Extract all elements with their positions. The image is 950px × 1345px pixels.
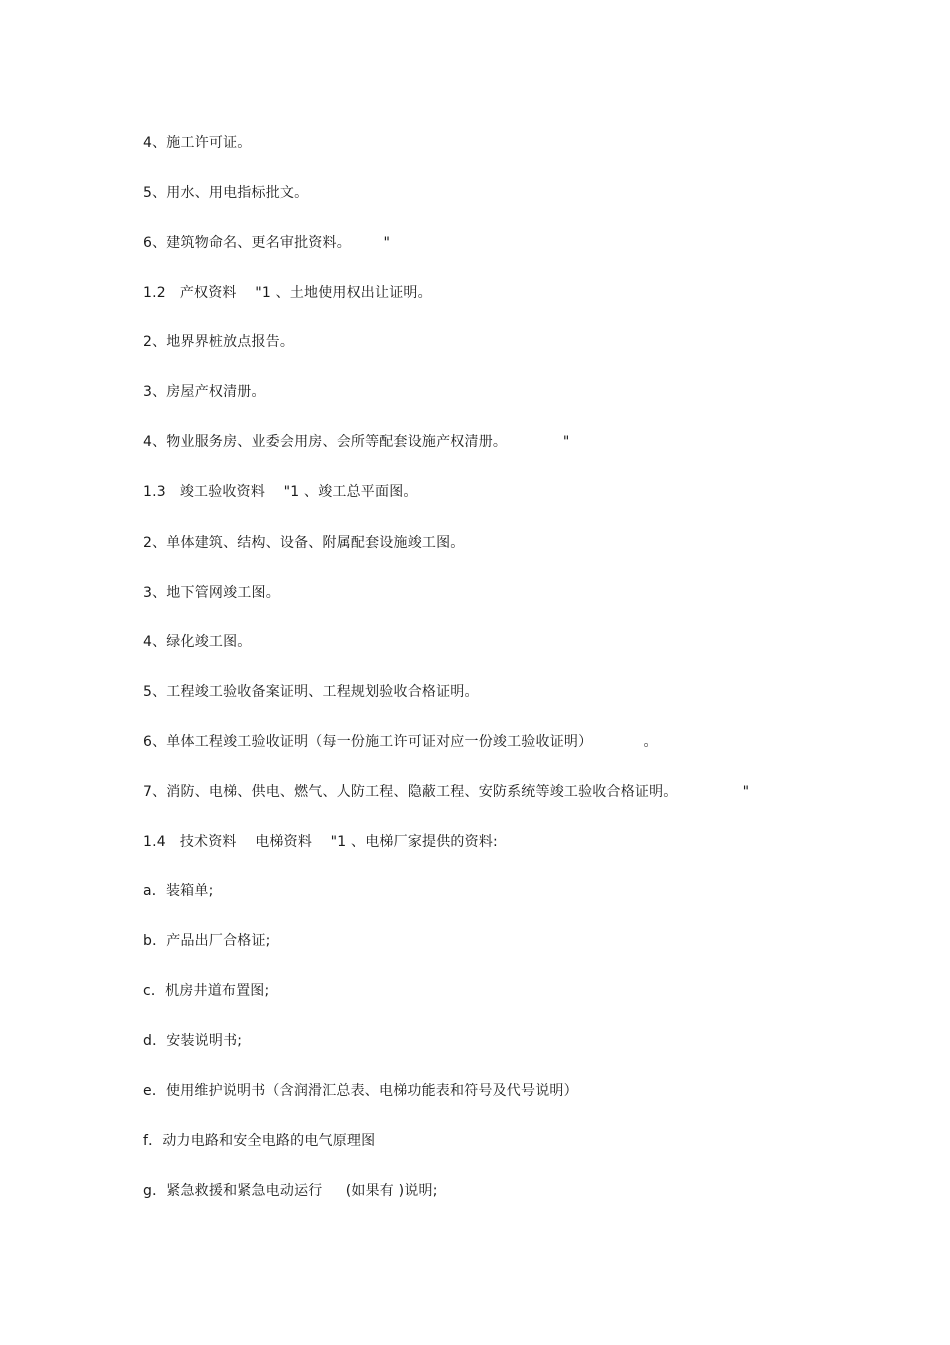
text-line: 5、工程竣工验收备案证明、工程规划验收合格证明。 bbox=[143, 684, 479, 700]
list-item: g．紧急救援和紧急电动运行 (如果有 )说明; bbox=[143, 1183, 438, 1199]
section-heading-1-2: 1.2 产权资料 "1 、土地使用权出让证明。 bbox=[143, 285, 432, 301]
text-line: 3、房屋产权清册。 bbox=[143, 384, 266, 400]
list-item: d．安装说明书; bbox=[143, 1033, 243, 1049]
text-line: 4、施工许可证。 bbox=[143, 135, 252, 151]
list-item: c．机房井道布置图; bbox=[143, 983, 270, 999]
text-line: 6、建筑物命名、更名审批资料。 " bbox=[143, 235, 391, 251]
text-line: 4、物业服务房、业委会用房、会所等配套设施产权清册。 " bbox=[143, 434, 570, 450]
text-line: 5、用水、用电指标批文。 bbox=[143, 185, 309, 201]
text-line: 4、绿化竣工图。 bbox=[143, 634, 252, 650]
text-line: 6、单体工程竣工验收证明（每一份施工许可证对应一份竣工验收证明） 。 bbox=[143, 734, 658, 750]
section-heading-1-3: 1.3 竣工验收资料 "1 、竣工总平面图。 bbox=[143, 484, 418, 500]
list-item: a．装箱单; bbox=[143, 883, 214, 899]
text-line: 7、消防、电梯、供电、燃气、人防工程、隐蔽工程、安防系统等竣工验收合格证明。 " bbox=[143, 784, 750, 800]
text-line: 3、地下管网竣工图。 bbox=[143, 585, 280, 601]
section-heading-1-4: 1.4 技术资料 电梯资料 "1 、电梯厂家提供的资料: bbox=[143, 834, 498, 850]
text-line: 2、单体建筑、结构、设备、附属配套设施竣工图。 bbox=[143, 535, 465, 551]
text-line: 2、地界界桩放点报告。 bbox=[143, 334, 295, 350]
list-item: b．产品出厂合格证; bbox=[143, 933, 271, 949]
list-item: e．使用维护说明书（含润滑汇总表、电梯功能表和符号及代号说明） bbox=[143, 1083, 578, 1099]
list-item: f．动力电路和安全电路的电气原理图 bbox=[143, 1133, 376, 1149]
